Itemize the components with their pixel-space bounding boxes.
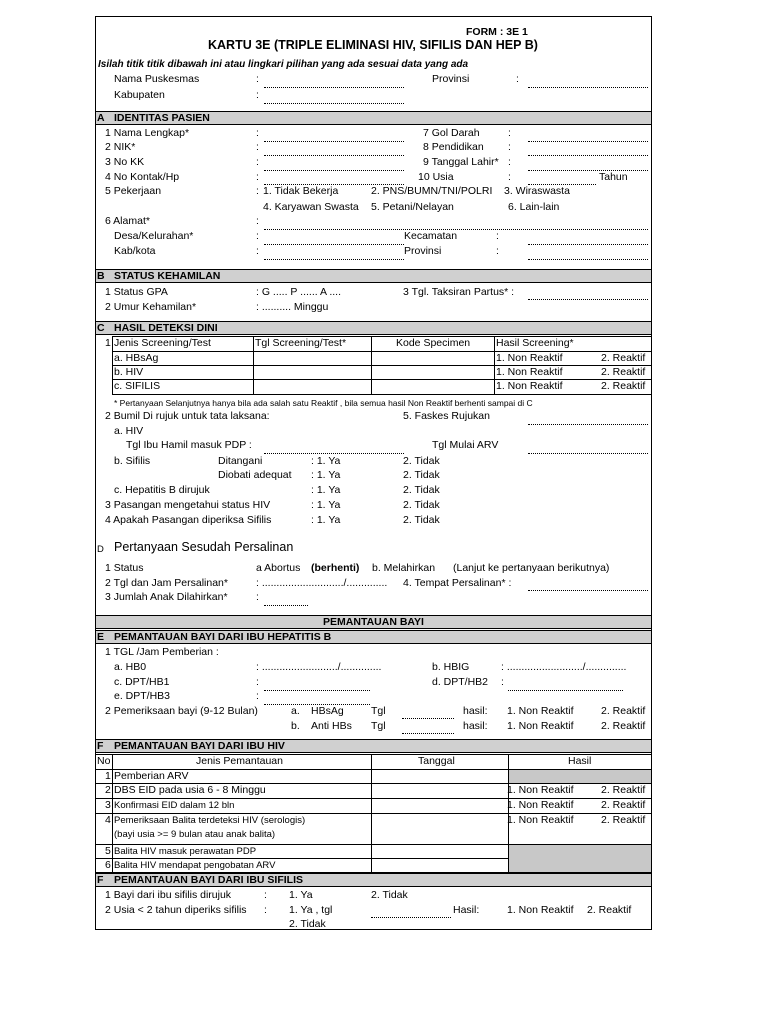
section-b-header	[96, 269, 651, 283]
dpt2-label: d. DPT/HB2	[432, 676, 489, 688]
row-pengobatan-arv: Balita HIV mendapat pengobatan ARV	[114, 860, 276, 871]
tgl-label: Tgl	[371, 705, 386, 717]
kabupaten-label: Kabupaten	[114, 89, 165, 101]
tgl-pdp-field[interactable]	[264, 453, 404, 454]
row-number: 1	[105, 770, 111, 782]
form-number: FORM : 3E 1	[466, 26, 528, 38]
non-reaktif-option[interactable]: 1. Non Reaktif	[507, 814, 574, 826]
dpt3-label: e. DPT/HB3	[114, 690, 171, 702]
job-option[interactable]: 3. Wiraswasta	[504, 185, 570, 197]
reaktif-option[interactable]: 2. Reaktif	[601, 366, 646, 378]
kecamatan-label: Kecamatan	[404, 230, 458, 242]
usia-diperiksa-label: 2 Usia < 2 tahun diperiks sifilis	[105, 904, 247, 916]
tempat-field[interactable]	[528, 590, 648, 591]
reaktif-option[interactable]: 2. Reaktif	[601, 352, 646, 364]
hasil-label: hasil:	[463, 720, 488, 732]
screening-note: * Pertanyaan Selanjutnya hanya bila ada salah satu Reaktif , bila semua hasil Non Reaktif berhenti sampai di C	[114, 398, 533, 408]
taksiran-label: 3 Tgl. Taksiran Partus* :	[403, 286, 515, 298]
antihbs-label: Anti HBs	[311, 720, 352, 732]
ya-option[interactable]: : 1. Ya	[311, 455, 341, 467]
melahirkan-option[interactable]: b. Melahirkan	[372, 562, 436, 574]
colon: :	[264, 889, 267, 901]
col-no: No	[97, 755, 111, 767]
job-option[interactable]: 4. Karyawan Swasta	[263, 201, 359, 213]
reaktif-option[interactable]: 2. Reaktif	[601, 799, 646, 811]
row-arv: Pemberian ARV	[114, 770, 189, 782]
ya-tgl-option[interactable]: 1. Ya , tgl	[289, 904, 333, 916]
section-title: STATUS KEHAMILAN	[114, 270, 221, 282]
abortus-option[interactable]: a Abortus	[256, 562, 301, 574]
reaktif-option[interactable]: 2. Reaktif	[587, 904, 632, 916]
colon: :	[256, 127, 259, 139]
jumlah-anak-label: 3 Jumlah Anak Dilahirkan*	[105, 591, 228, 603]
sub-b: b.	[291, 720, 300, 732]
hasil-label: hasil:	[463, 705, 488, 717]
nik-field[interactable]	[264, 155, 404, 156]
colon: :	[256, 171, 259, 183]
pemantauan-header	[96, 615, 651, 629]
desa-field[interactable]	[264, 244, 404, 245]
row-pdp: Balita HIV masuk perawatan PDP	[114, 846, 257, 857]
section-d-title: Pertanyaan Sesudah Persalinan	[114, 540, 294, 554]
col-hasil: Hasil Screening*	[496, 337, 574, 349]
ya-option[interactable]: : 1. Ya	[311, 514, 341, 526]
colon: :	[256, 73, 259, 85]
row-sifilis: c. SIFILIS	[114, 380, 161, 392]
pendidikan-field[interactable]	[528, 155, 648, 156]
col-tgl: Tgl Screening/Test*	[255, 337, 347, 349]
non-reaktif-option[interactable]: 1. Non Reaktif	[507, 799, 574, 811]
col-jenis: Jenis Screening/Test	[114, 337, 211, 349]
form-card	[95, 16, 652, 930]
non-reaktif-option[interactable]: 1. Non Reaktif	[496, 380, 563, 392]
colon: :	[256, 89, 259, 101]
reaktif-option[interactable]: 2. Reaktif	[601, 720, 646, 732]
section-title: PEMANTAUAN BAYI DARI IBU HEPATITIS B	[114, 631, 332, 643]
tempat-label: 4. Tempat Persalinan* :	[403, 577, 512, 589]
usia-label: 10 Usia	[418, 171, 454, 183]
colon: :	[508, 171, 511, 183]
tgl-pemberian-label: 1 TGL /Jam Pemberian :	[105, 646, 219, 658]
tgl-hbsag-field[interactable]	[402, 718, 454, 719]
hiv-label: a. HIV	[114, 425, 144, 437]
gpa-field[interactable]: : G ..... P ...... A ....	[256, 286, 342, 298]
hbig-field[interactable]: : ........................../..............	[501, 661, 627, 673]
hb0-field[interactable]: : ........................../..............	[256, 661, 382, 673]
gpa-label: 1 Status GPA	[105, 286, 168, 298]
desa-label: Desa/Kelurahan*	[114, 230, 194, 242]
reaktif-option[interactable]: 2. Reaktif	[601, 784, 646, 796]
tidak-option[interactable]: 2. Tidak	[403, 469, 440, 481]
row-number: 5	[105, 845, 111, 857]
section-title: PEMANTAUAN BAYI DARI IBU SIFILIS	[114, 874, 304, 886]
ya-option[interactable]: : 1. Ya	[311, 469, 341, 481]
pasangan-sifilis-label: 4 Apakah Pasangan diperiksa Sifilis	[105, 514, 272, 526]
taksiran-field[interactable]	[528, 299, 648, 300]
nokk-label: 3 No KK	[105, 156, 145, 168]
goldarah-label: 7 Gol Darah	[423, 127, 480, 139]
hepb-label: c. Hepatitis B dirujuk	[114, 484, 210, 496]
row-number: 4	[105, 814, 111, 826]
colon: :	[496, 230, 499, 242]
puskesmas-field[interactable]	[264, 87, 404, 88]
section-e-header	[96, 630, 651, 644]
tgl-persalinan-field[interactable]: : ............................/..............	[256, 577, 388, 589]
tgl-arv-field[interactable]	[528, 453, 648, 454]
hb0-label: a. HB0	[114, 661, 147, 673]
hasil-label: Hasil:	[453, 904, 480, 916]
section-title: HASIL DETEKSI DINI	[114, 322, 218, 334]
kab-field[interactable]	[264, 259, 404, 260]
non-reaktif-option[interactable]: 1. Non Reaktif	[496, 366, 563, 378]
section-letter: B	[97, 270, 105, 282]
kab-label: Kab/kota	[114, 245, 156, 257]
colon: :	[516, 73, 519, 85]
job-option[interactable]: 2. PNS/BUMN/TNI/POLRI	[371, 185, 493, 197]
colon: :	[501, 676, 504, 688]
reaktif-option[interactable]: 2. Reaktif	[601, 705, 646, 717]
pemantauan-title: PEMANTAUAN BAYI	[323, 616, 424, 628]
section-letter: E	[97, 631, 105, 643]
job-option[interactable]: 6. Lain-lain	[508, 201, 560, 213]
tgl-antihbs-field[interactable]	[402, 733, 454, 734]
tgl-label: Tgl	[371, 720, 386, 732]
umur-label: 2 Umur Kehamilan*	[105, 301, 197, 313]
non-reaktif-option[interactable]: 1. Non Reaktif	[507, 904, 574, 916]
section-c-header	[96, 321, 651, 335]
dpt1-field[interactable]	[264, 690, 370, 691]
row-balita-hiv: Pemeriksaan Balita terdeteksi HIV (serologis)	[114, 815, 306, 826]
bayi-dirujuk-label: 1 Bayi dari ibu sifilis dirujuk	[105, 889, 232, 901]
row-balita-hiv-note: (bayi usia >= 9 bulan atau anak balita)	[114, 829, 276, 840]
col-hasil: Hasil	[568, 755, 592, 767]
goldarah-field[interactable]	[528, 141, 648, 142]
faskes-label: 5. Faskes Rujukan	[403, 410, 490, 422]
puskesmas-label: Nama Puskesmas	[114, 73, 200, 85]
tgl-persalinan-label: 2 Tgl dan Jam Persalinan*	[105, 577, 228, 589]
section-letter: F	[97, 874, 104, 886]
berhenti-note: (berhenti)	[311, 562, 360, 574]
kecamatan-field[interactable]	[528, 244, 648, 245]
diobati-label: Diobati adequat	[218, 469, 292, 481]
provinsi-field[interactable]	[528, 87, 648, 88]
colon: :	[256, 215, 259, 227]
tgllahir-label: 9 Tanggal Lahir*	[423, 156, 499, 168]
section-title: PEMANTAUAN BAYI DARI IBU HIV	[114, 740, 285, 752]
pasangan-hiv-label: 3 Pasangan mengetahui status HIV	[105, 499, 271, 511]
tgl-pdp-label: Tgl Ibu Hamil masuk PDP :	[126, 439, 252, 451]
ya-option[interactable]: : 1. Ya	[311, 499, 341, 511]
section-letter: C	[97, 322, 105, 334]
form-title: KARTU 3E (TRIPLE ELIMINASI HIV, SIFILIS DAN HEP B)	[208, 38, 538, 52]
sifilis-label: b. Sifilis	[114, 455, 151, 467]
tgllahir-field[interactable]	[528, 170, 648, 171]
section-letter: A	[97, 112, 105, 124]
tidak-option[interactable]: 2. Tidak	[371, 889, 408, 901]
tgl-sifilis-field[interactable]	[371, 917, 451, 918]
provinsi2-field[interactable]	[528, 259, 648, 260]
ya-option[interactable]: 1. Ya	[289, 889, 313, 901]
dpt2-field[interactable]	[508, 690, 623, 691]
colon: :	[256, 185, 259, 197]
colon: :	[256, 230, 259, 242]
col-jenis: Jenis Pemantauan	[196, 755, 283, 767]
colon: :	[264, 904, 267, 916]
colon: :	[496, 245, 499, 257]
row-number: 6	[105, 859, 111, 871]
hbsag-label: HBsAg	[311, 705, 344, 717]
col-kode: Kode Specimen	[396, 337, 471, 349]
form-instruction: Isilah titik titik dibawah ini atau lingkari pilihan yang ada sesuai data yang ada	[98, 59, 469, 70]
pekerjaan-label: 5 Pekerjaan	[105, 185, 162, 197]
row-number: 3	[105, 799, 111, 811]
colon: :	[508, 127, 511, 139]
job-option[interactable]: 1. Tidak Bekerja	[263, 185, 339, 197]
nama-label: 1 Nama Lengkap*	[105, 127, 190, 139]
col-tanggal: Tanggal	[418, 755, 455, 767]
section-f-hiv-header	[96, 739, 651, 753]
section-a-header	[96, 111, 651, 125]
row-dbs-eid: DBS EID pada usia 6 - 8 Minggu	[114, 784, 266, 796]
tgl-arv-label: Tgl Mulai ARV	[432, 439, 499, 451]
tidak-option[interactable]: 2. Tidak	[403, 499, 440, 511]
row-hbsag: a. HBsAg	[114, 352, 159, 364]
faskes-field[interactable]	[528, 424, 648, 425]
provinsi2-label: Provinsi	[404, 245, 442, 257]
colon: :	[256, 141, 259, 153]
hbig-label: b. HBIG	[432, 661, 470, 673]
kontak-label: 4 No Kontak/Hp	[105, 171, 180, 183]
row-number: 2	[105, 784, 111, 796]
colon: :	[256, 245, 259, 257]
nama-field[interactable]	[264, 141, 404, 142]
section-letter: D	[97, 544, 104, 555]
alamat-label: 6 Alamat*	[105, 215, 150, 227]
non-reaktif-option[interactable]: 1. Non Reaktif	[507, 705, 574, 717]
jumlah-anak-field[interactable]	[264, 605, 308, 606]
colon: :	[256, 591, 259, 603]
ditangani-label: Ditangani	[218, 455, 263, 467]
provinsi-label: Provinsi	[432, 73, 470, 85]
colon: :	[508, 156, 511, 168]
tidak-option[interactable]: 2. Tidak	[403, 514, 440, 526]
ya-option[interactable]: : 1. Ya	[311, 484, 341, 496]
reaktif-option[interactable]: 2. Reaktif	[601, 380, 646, 392]
umur-field[interactable]: : .......... Minggu	[256, 301, 329, 313]
pemeriksaan-label: 2 Pemeriksaan bayi (9-12 Bulan)	[105, 705, 258, 717]
q1-number: 1	[105, 337, 111, 349]
sub-a: a.	[291, 705, 300, 717]
colon: :	[256, 676, 259, 688]
tahun-label: Tahun	[599, 171, 628, 183]
nik-label: 2 NIK*	[105, 141, 136, 153]
pendidikan-label: 8 Pendidikan	[423, 141, 484, 153]
non-reaktif-option[interactable]: 1. Non Reaktif	[507, 784, 574, 796]
colon: :	[256, 690, 259, 702]
row-konfirmasi-eid: Konfirmasi EID dalam 12 bln	[114, 800, 235, 811]
tidak-option[interactable]: 2. Tidak	[403, 455, 440, 467]
lanjut-note: (Lanjut ke pertanyaan berikutnya)	[453, 562, 610, 574]
section-title: IDENTITAS PASIEN	[114, 112, 210, 124]
non-reaktif-option[interactable]: 1. Non Reaktif	[507, 720, 574, 732]
row-hiv: b. HIV	[114, 366, 144, 378]
kabupaten-field[interactable]	[264, 103, 404, 104]
nokk-field[interactable]	[264, 170, 404, 171]
job-option[interactable]: 5. Petani/Nelayan	[371, 201, 454, 213]
non-reaktif-option[interactable]: 1. Non Reaktif	[496, 352, 563, 364]
tidak-option[interactable]: 2. Tidak	[403, 484, 440, 496]
colon: :	[508, 141, 511, 153]
section-letter: F	[97, 740, 104, 752]
dpt1-label: c. DPT/HB1	[114, 676, 170, 688]
section-f-sifilis-header	[96, 873, 651, 887]
tidak-option[interactable]: 2. Tidak	[289, 918, 326, 930]
reaktif-option[interactable]: 2. Reaktif	[601, 814, 646, 826]
colon: :	[256, 156, 259, 168]
status-label: 1 Status	[105, 562, 144, 574]
bumil-label: 2 Bumil Di rujuk untuk tata laksana:	[105, 410, 270, 422]
